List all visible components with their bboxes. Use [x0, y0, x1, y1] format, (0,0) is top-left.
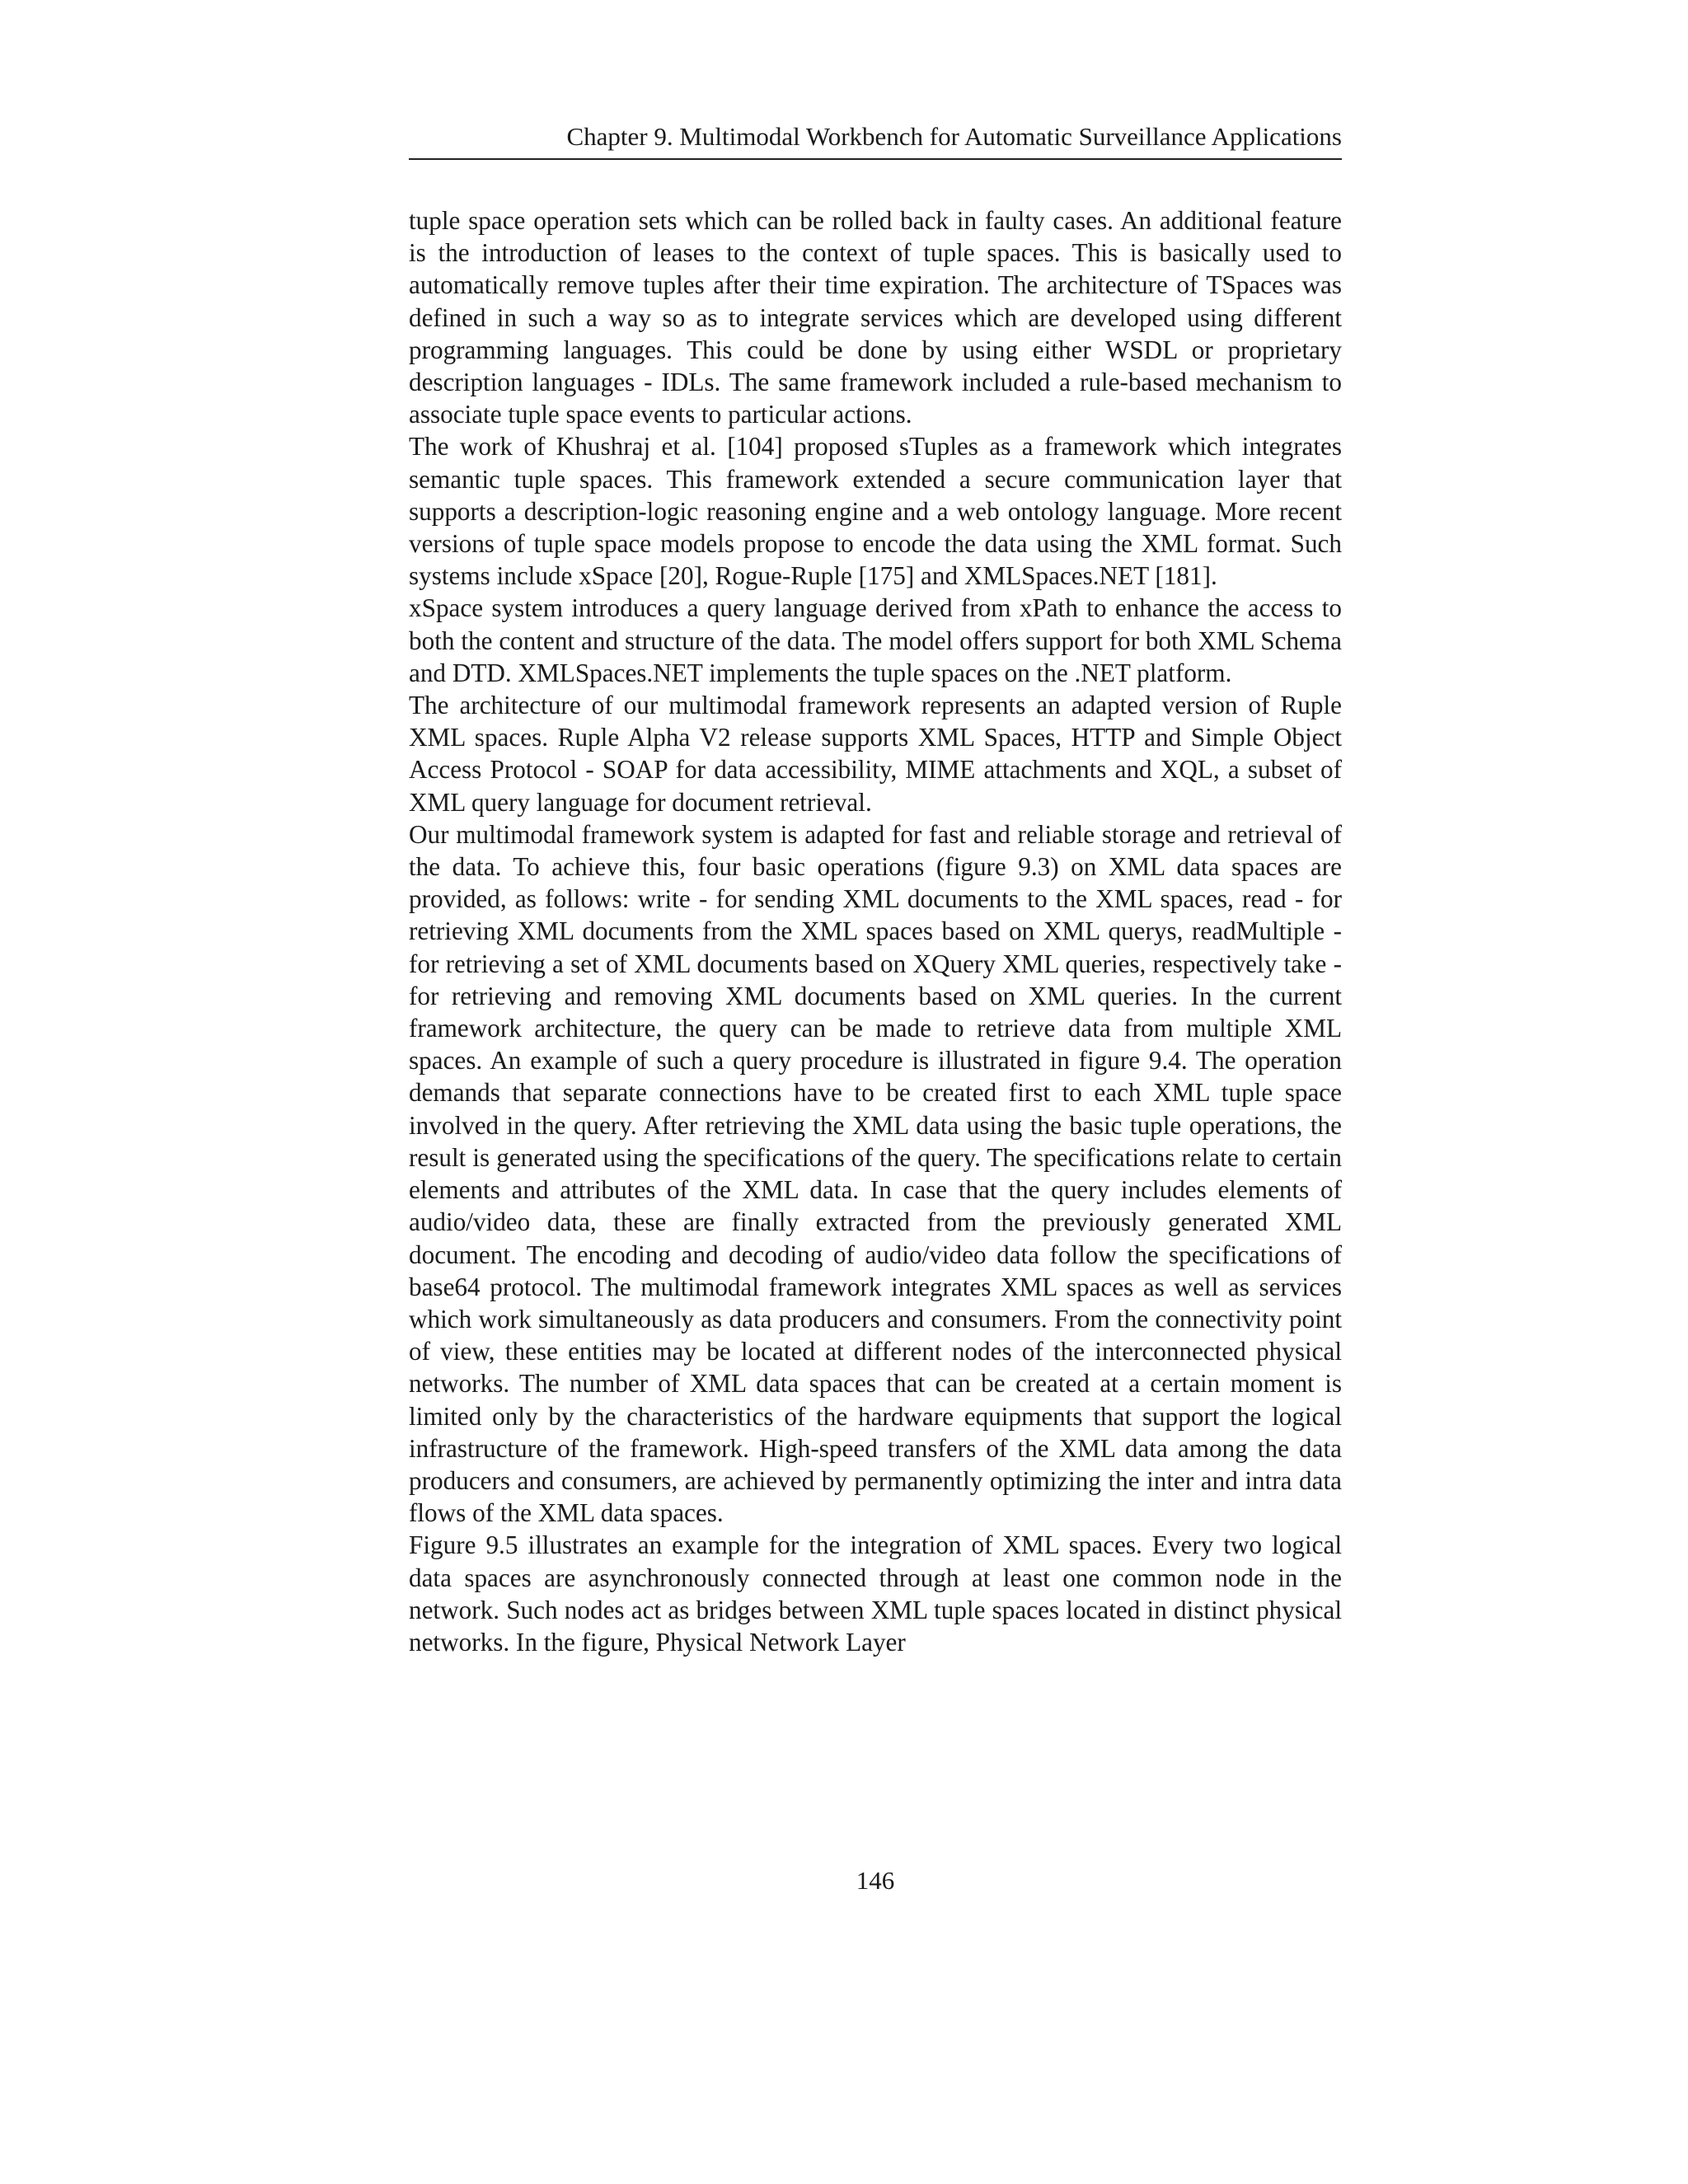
- paragraph-figure-9-5: Figure 9.5 illustrates an example for the integration of XML spaces. Every two logical data spaces are asynchronously connected through at least one common node in the network. Such nodes act as bridges between XML tuple spaces located in distinct physical networks. In the figure, Physical Network Layer: [409, 1530, 1342, 1657]
- paragraph-framework-operations: Our multimodal framework system is adapted for fast and reliable storage and retrieval of the data. To achieve this, four basic operations (figure 9.3) on XML data spaces are provided, as follows: write - for sending XML documents to the XML spaces, read - for retrieving XML documents from the XML spaces based on XML querys, readMultiple - for retrieving a set of XML documents based on XQuery XML queries, respectively take - for retrieving and removing XML documents based on XML queries. In the current framework architecture, the query can be made to retrieve data from multiple XML spaces. An example of such a query procedure is illustrated in figure 9.4. The operation demands that separate connections have to be created first to each XML tuple space involved in the query. After retrieving the XML data using the basic tuple operations, the result is generated using the specifications of the query. The specifications relate to certain elements and attributes of the XML data. In case that the query includes elements of audio/video data, these are finally extracted from the previously generated XML document. The encoding and decoding of audio/video data follow the specifications of base64 protocol. The multimodal framework integrates XML spaces as well as services which work simultaneously as data producers and consumers. From the connectivity point of view, these entities may be located at different nodes of the interconnected physical networks. The number of XML data spaces that can be created at a certain moment is limited only by the characteristics of the hardware equipments that support the logical infrastructure of the framework. High-speed transfers of the XML data among the data producers and consumers, are achieved by permanently optimizing the inter and intra data flows of the XML data spaces.: [409, 819, 1342, 1528]
- running-header: Chapter 9. Multimodal Workbench for Automatic Surveillance Applications: [409, 117, 1342, 160]
- paragraph-architecture: The architecture of our multimodal framework represents an adapted version of Ruple XML spaces. Ruple Alpha V2 release supports XML Spaces, HTTP and Simple Object Access Protocol - SOAP for data accessibility, MIME attachments and XQL, a subset of XML query language for document retrieval.: [409, 691, 1342, 817]
- body-text: [409, 204, 1342, 1658]
- paragraph-stuples: The work of Khushraj et al. [104] proposed sTuples as a framework which integrates semantic tuple spaces. This framework extended a secure communication layer that supports a description-logic reasoning engine and a web ontology language. More recent versions of tuple space models propose to encode the data using the XML format. Such systems include xSpace [20], Rogue-Ruple [175] and XMLSpaces.NET [181].: [409, 432, 1342, 591]
- page-number: 146: [856, 1866, 895, 1895]
- paragraph-tspaces-continued: tuple space operation sets which can be rolled back in faulty cases. An additional feature is the introduction of leases to the context of tuple spaces. This is basically used to automatically remove tuples after their time expiration. The architecture of TSpaces was defined in such a way so as to integrate services which are developed using different programming languages. This could be done by using either WSDL or proprietary description languages - IDLs. The same framework included a rule-based mechanism to associate tuple space events to particular actions.: [409, 206, 1342, 429]
- paragraph-xspace: xSpace system introduces a query language derived from xPath to enhance the access to both the content and structure of the data. The model offers support for both XML Schema and DTD. XMLSpaces.NET implements the tuple spaces on the .NET platform.: [409, 593, 1342, 687]
